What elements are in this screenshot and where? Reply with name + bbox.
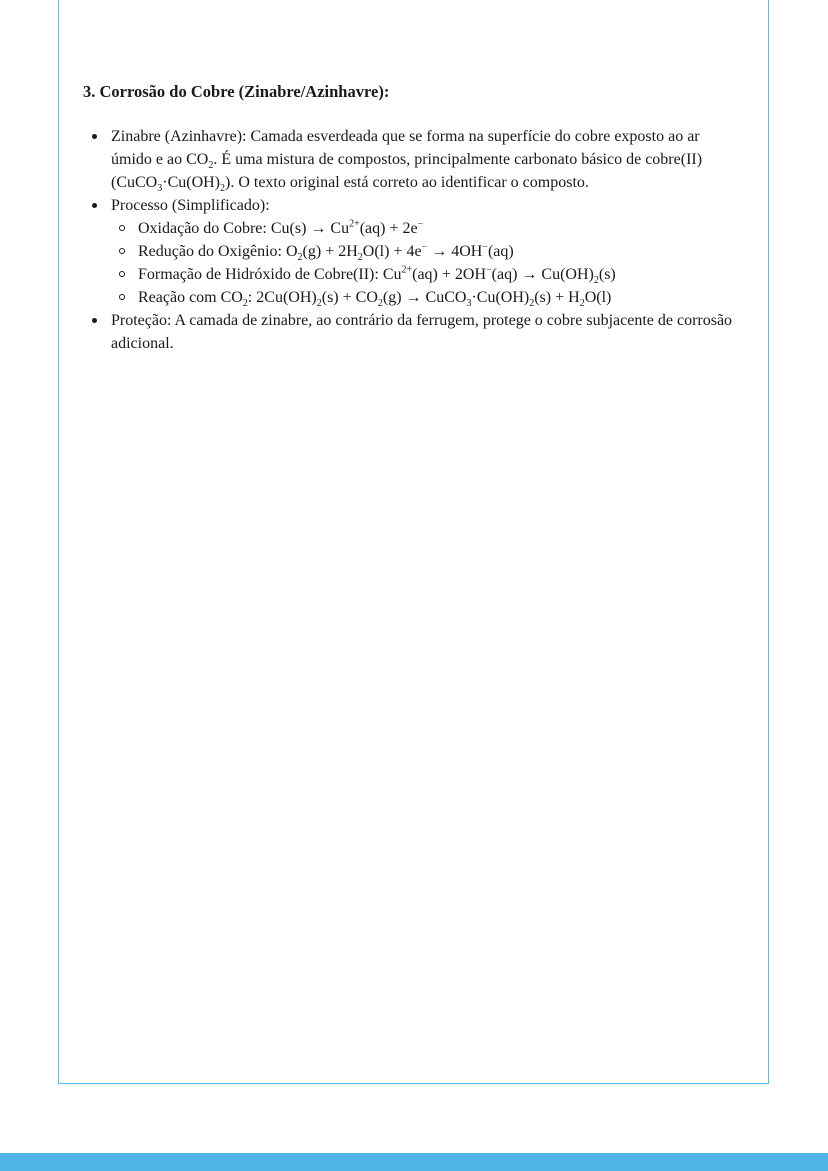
- superscript: −: [421, 241, 428, 253]
- sub-item-oxidacao: [138, 217, 743, 240]
- text-run: (s) + H: [534, 289, 580, 306]
- subscript: 2: [529, 298, 535, 310]
- subscript: 2: [593, 275, 599, 287]
- text-run: (g) + 2H: [302, 243, 358, 260]
- sub-item-formacao: [138, 263, 743, 286]
- subscript: 3: [466, 298, 472, 310]
- text-run: (aq) + 2e: [359, 220, 418, 237]
- superscript: 2+: [401, 264, 413, 276]
- text-run: ·Cu(OH): [471, 289, 530, 306]
- sub-list: [111, 217, 743, 309]
- subscript: 3: [157, 183, 163, 195]
- sub-item-reacao: [138, 286, 743, 309]
- bullet-protecao: Proteção: A camada de zinabre, ao contrário da ferrugem, protege o cobre subjacente de corrosão adicional.: [111, 309, 743, 355]
- superscript: −: [486, 264, 492, 276]
- text-run: Redução do Oxigênio: O: [138, 243, 298, 260]
- subscript: 2: [357, 252, 363, 264]
- bullet-processo: [111, 194, 743, 309]
- text-run: Oxidação do Cobre: Cu(s) → Cu: [138, 220, 350, 237]
- document-content: [83, 80, 743, 355]
- footer-bar: [0, 1153, 828, 1171]
- text-run: : 2Cu(OH): [247, 289, 317, 306]
- text-run: (aq) → Cu(OH): [491, 266, 594, 283]
- text-run: (aq) + 2OH: [412, 266, 487, 283]
- text-run: Zinabre (Azinhavre): Camada esverdeada que se forma na superfície do cobre exposto ao ar úmido e ao CO: [111, 128, 700, 168]
- subscript: 2: [242, 298, 248, 310]
- text-run: O(l) + 4e: [362, 243, 422, 260]
- text-run: ·Cu(OH): [162, 174, 220, 191]
- subscript: 2: [208, 160, 214, 172]
- section-heading: 3. Corrosão do Cobre (Zinabre/Azinhavre):: [83, 82, 390, 101]
- subscript: 2: [297, 252, 303, 264]
- text-run: → 4OH: [427, 243, 483, 260]
- text-run: . É uma mistura de compostos, principalmente carbonato básico de cobre(II) (CuCO: [111, 151, 703, 191]
- sub-item-reducao: [138, 240, 743, 263]
- text-run: (g) → CuCO: [382, 289, 467, 306]
- bullet-list: [83, 125, 743, 355]
- text-run: (s): [598, 266, 616, 283]
- processo-label: Processo (Simplificado):: [111, 197, 270, 214]
- text-run: (s) + CO: [321, 289, 378, 306]
- subscript: 2: [579, 298, 585, 310]
- superscript: −: [482, 241, 488, 253]
- bullet-zinabre: [111, 125, 743, 194]
- subscript: 2: [377, 298, 383, 310]
- text-run: ). O texto original está correto ao identificar o composto.: [225, 174, 589, 191]
- subscript: 2: [316, 298, 322, 310]
- superscript: −: [417, 218, 424, 230]
- text-run: Formação de Hidróxido de Cobre(II): Cu: [138, 266, 402, 283]
- text-run: Reação com CO: [138, 289, 243, 306]
- text-run: O(l): [584, 289, 612, 306]
- subscript: 2: [220, 183, 225, 195]
- text-run: (aq): [487, 243, 514, 260]
- superscript: 2+: [349, 218, 360, 230]
